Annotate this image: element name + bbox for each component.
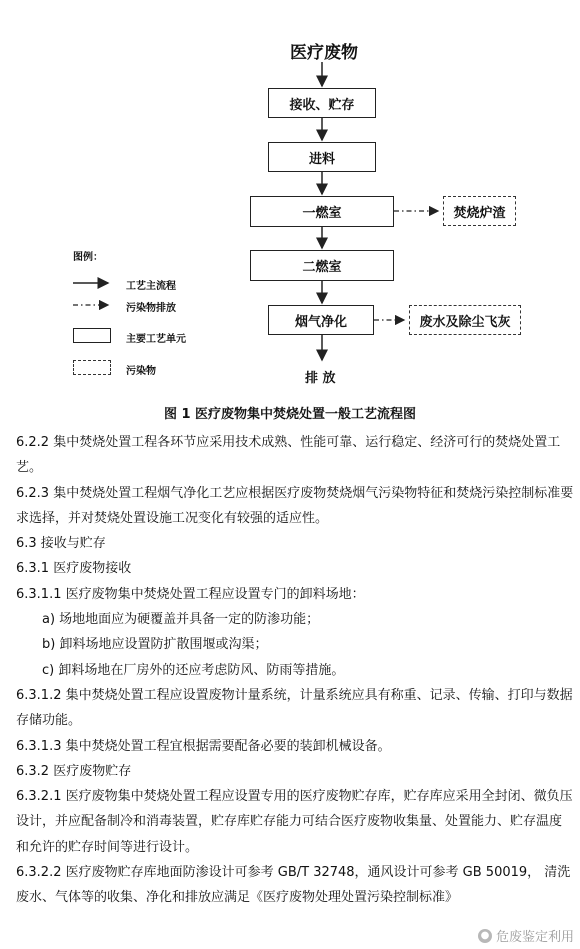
diagram-input-title: 医疗废物 xyxy=(290,43,358,63)
subsection-heading: 6.3.2 医疗废物贮存 xyxy=(16,763,132,779)
watermark-text: 危废鉴定利用 xyxy=(495,930,574,945)
section-heading: 6.3 接收与贮存 xyxy=(16,536,106,552)
process-flow-diagram xyxy=(0,0,580,425)
watermark xyxy=(478,926,574,945)
legend-label-main-flow: 工艺主流程 xyxy=(126,281,176,292)
paragraph: 6.3.1.2 集中焚烧处置工程应设置废物计量系统，计量系统应具有称重、记录、传输、打印与数据存储功能。 xyxy=(16,687,573,729)
subsection-heading: 6.3.1 医疗废物接收 xyxy=(16,561,132,577)
node-wastewater-fly-ash: 废水及除尘飞灰 xyxy=(409,305,521,335)
legend-label-unit: 主要工艺单元 xyxy=(126,334,186,345)
list-item: c) 卸料场地在厂房外的还应考虑防风、防雨等措施。 xyxy=(42,662,345,678)
node-receive-storage: 接收、贮存 xyxy=(268,88,376,118)
list-item: b) 卸料场地应设置防扩散围堰或沟渠； xyxy=(42,637,268,653)
list-item: a) 场地地面应为硬覆盖并具备一定的防渗功能； xyxy=(42,612,320,628)
node-incinerator-slag: 焚烧炉渣 xyxy=(443,196,516,226)
node-primary-chamber: 一燃室 xyxy=(250,196,394,227)
paragraph: 6.3.1.3 集中焚烧处置工程宜根据需要配备必要的装卸机械设备。 xyxy=(16,738,391,754)
paragraph: 6.3.2.1 医疗废物集中焚烧处置工程应设置专用的医疗废物贮存库，贮存库应采用全封闭、微负压设计，并应配备制冷和消毒装置，贮存库贮存能力可结合医疗废物收集量、处置能力、贮存温度和允许的贮存时间等进行设计。 xyxy=(16,789,573,855)
node-secondary-chamber: 二燃室 xyxy=(250,250,394,281)
paragraph: 6.2.2 集中焚烧处置工程各环节应采用技术成熟、性能可靠、运行稳定、经济可行的焚烧处置工艺。 xyxy=(16,435,561,476)
legend-swatch-unit xyxy=(73,328,111,343)
paragraph: 6.3.2.2 医疗废物贮存库地面防渗设计可参考 GB/T 32748，通风设计可参考 GB 50019， 清洗废水、气体等的收集、净化和排放应满足《医疗废物处理处置污染控制标准》 xyxy=(16,865,571,906)
paragraph: 6.2.3 集中焚烧处置工程烟气净化工艺应根据医疗废物焚烧烟气污染物特征和焚烧污染控制标准要求选择，并对焚烧处置设施工况变化有较强的适应性。 xyxy=(16,485,574,526)
legend-label-pollutant: 污染物 xyxy=(126,366,156,377)
legend-swatch-pollutant xyxy=(73,360,111,375)
wechat-icon: ● xyxy=(478,929,492,943)
legend-title: 图例： xyxy=(73,252,103,263)
node-feed: 进料 xyxy=(268,142,376,172)
legend-label-discharge: 污染物排放 xyxy=(126,303,176,314)
document-body xyxy=(16,430,574,911)
node-flue-gas-cleaning: 烟气净化 xyxy=(268,305,374,335)
paragraph: 6.3.1.1 医疗废物集中焚烧处置工程应设置专门的卸料场地： xyxy=(16,586,365,602)
diagram-output-label: 排 放 xyxy=(305,371,336,386)
figure-caption: 图 1 医疗废物集中焚烧处置一般工艺流程图 xyxy=(163,407,417,422)
